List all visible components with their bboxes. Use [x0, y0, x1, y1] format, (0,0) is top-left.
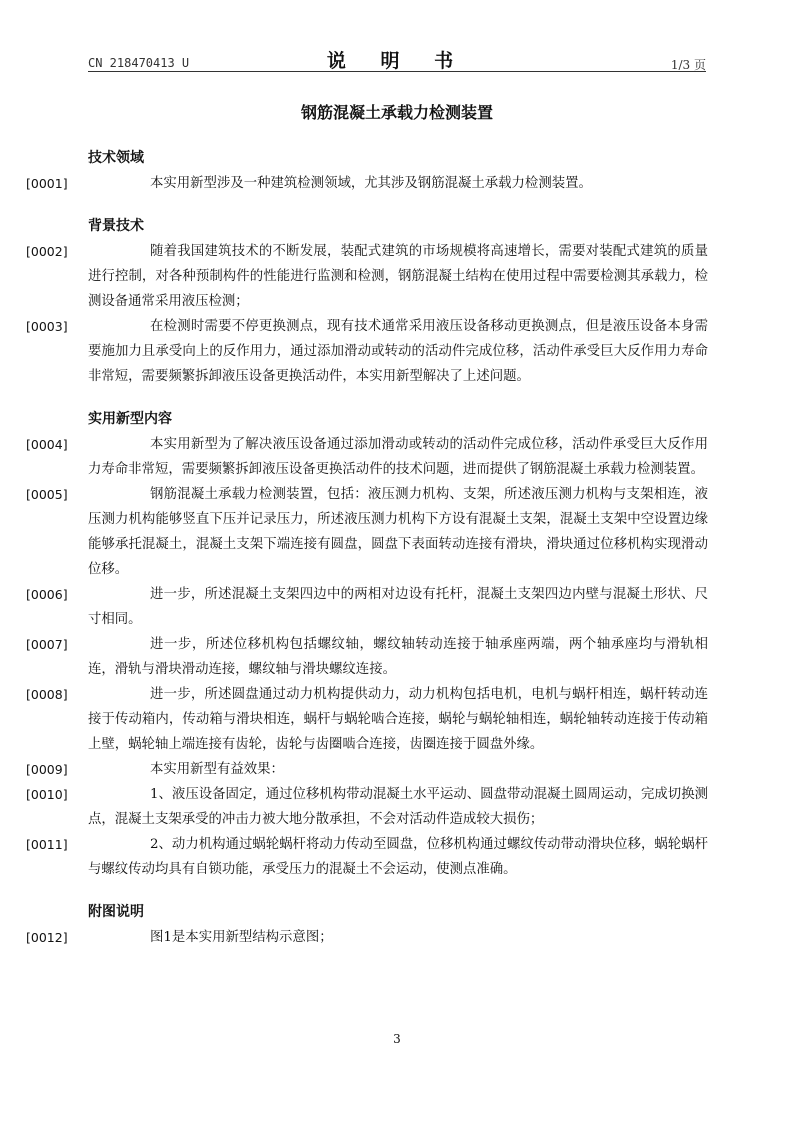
paragraph-number: [0004] [26, 437, 68, 452]
paragraph [26, 782, 708, 832]
document-body [26, 146, 708, 950]
paragraph-text: 进一步，所述位移机构包括螺纹轴，螺纹轴转动连接于轴承座两端，两个轴承座均与滑轨相连，滑轨与滑块滑动连接，螺纹轴与滑块螺纹连接。 [88, 637, 708, 677]
document-number: CN 218470413 U [88, 56, 190, 70]
page-header [88, 44, 706, 72]
paragraph-number: [0005] [26, 487, 68, 502]
section [26, 146, 708, 196]
paragraph-text: 图1是本实用新型结构示意图； [150, 930, 333, 945]
section-heading: 背景技术 [88, 218, 144, 234]
section [26, 214, 708, 389]
paragraph-text: 进一步，所述混凝土支架四边中的两相对边设有托杆，混凝土支架四边内壁与混凝土形状、尺寸相同。 [88, 587, 708, 627]
document-title: 钢筋混凝土承载力检测装置 [300, 103, 493, 122]
paragraph [26, 925, 708, 950]
document-type: 说 明 书 [326, 50, 468, 72]
paragraph [26, 482, 708, 582]
paragraph-text: 本实用新型为了解决液压设备通过添加滑动或转动的活动件完成位移，活动件承受巨大反作用力寿命非常短，需要频繁拆卸液压设备更换活动件的技术问题，进而提供了钢筋混凝土承载力检测装置。 [88, 437, 708, 477]
paragraph-number: [0010] [26, 787, 68, 802]
page-number: 3 [393, 1032, 401, 1046]
section [26, 407, 708, 882]
paragraph-text: 进一步，所述圆盘通过动力机构提供动力，动力机构包括电机，电机与蜗杆相连，蜗杆转动连接于传动箱内，传动箱与滑块相连，蜗杆与蜗轮啮合连接，蜗轮与蜗轮轴相连，蜗轮轴转动连接于传动箱上壁，蜗轮轴上端连接有齿轮，齿轮与齿圈啮合连接，齿圈连接于圆盘外缘。 [88, 687, 708, 752]
paragraph-text: 本实用新型涉及一种建筑检测领域，尤其涉及钢筋混凝土承载力检测装置。 [150, 176, 592, 191]
paragraph-number: [0002] [26, 244, 68, 259]
paragraph-text: 2、动力机构通过蜗轮蜗杆将动力传动至圆盘，位移机构通过螺纹传动带动滑块位移，蜗轮蜗杆与螺纹传动均具有自锁功能，承受压力的混凝土不会运动，使测点准确。 [88, 837, 708, 877]
paragraph [26, 582, 708, 632]
paragraph [26, 171, 708, 196]
header-divider [88, 71, 706, 72]
paragraph-text: 随着我国建筑技术的不断发展，装配式建筑的市场规模将高速增长，需要对装配式建筑的质量进行控制，对各种预制构件的性能进行监测和检测，钢筋混凝土结构在使用过程中需要检测其承载力，检测设备通常采用液压检测； [88, 244, 708, 309]
paragraph-text: 本实用新型有益效果： [150, 762, 284, 777]
paragraph-text: 钢筋混凝土承载力检测装置，包括：液压测力机构、支架，所述液压测力机构与支架相连，液压测力机构能够竖直下压并记录压力，所述液压测力机构下方设有混凝土支架，混凝土支架中空设置边缘能够承托混凝土，混凝土支架下端连接有圆盘，圆盘下表面转动连接有滑块，滑块通过位移机构实现滑动位移。 [88, 487, 708, 577]
section-heading: 技术领域 [88, 150, 144, 166]
paragraph-number: [0012] [26, 930, 68, 945]
paragraph [26, 239, 708, 314]
page-indicator: 1/3 页 [670, 58, 706, 72]
section-heading: 实用新型内容 [88, 411, 172, 427]
paragraph-text: 在检测时需要不停更换测点，现有技术通常采用液压设备移动更换测点，但是液压设备本身需要施加力且承受向上的反作用力，通过添加滑动或转动的活动件完成位移，活动件承受巨大反作用力寿命非常短，需要频繁拆卸液压设备更换活动件，本实用新型解决了上述问题。 [88, 319, 708, 384]
paragraph-number: [0003] [26, 319, 68, 334]
paragraph-number: [0009] [26, 762, 68, 777]
paragraph [26, 832, 708, 882]
paragraph [26, 432, 708, 482]
paragraph-number: [0006] [26, 587, 68, 602]
paragraph [26, 632, 708, 682]
paragraph [26, 314, 708, 389]
paragraph-number: [0011] [26, 837, 68, 852]
paragraph [26, 757, 708, 782]
section [26, 900, 708, 950]
paragraph-number: [0007] [26, 637, 68, 652]
paragraph-number: [0001] [26, 176, 68, 191]
paragraph-text: 1、液压设备固定，通过位移机构带动混凝土水平运动、圆盘带动混凝土圆周运动，完成切换测点，混凝土支架承受的冲击力被大地分散承担，不会对活动件造成较大损伤； [88, 787, 708, 827]
section-heading: 附图说明 [88, 904, 144, 920]
paragraph [26, 682, 708, 757]
paragraph-number: [0008] [26, 687, 68, 702]
